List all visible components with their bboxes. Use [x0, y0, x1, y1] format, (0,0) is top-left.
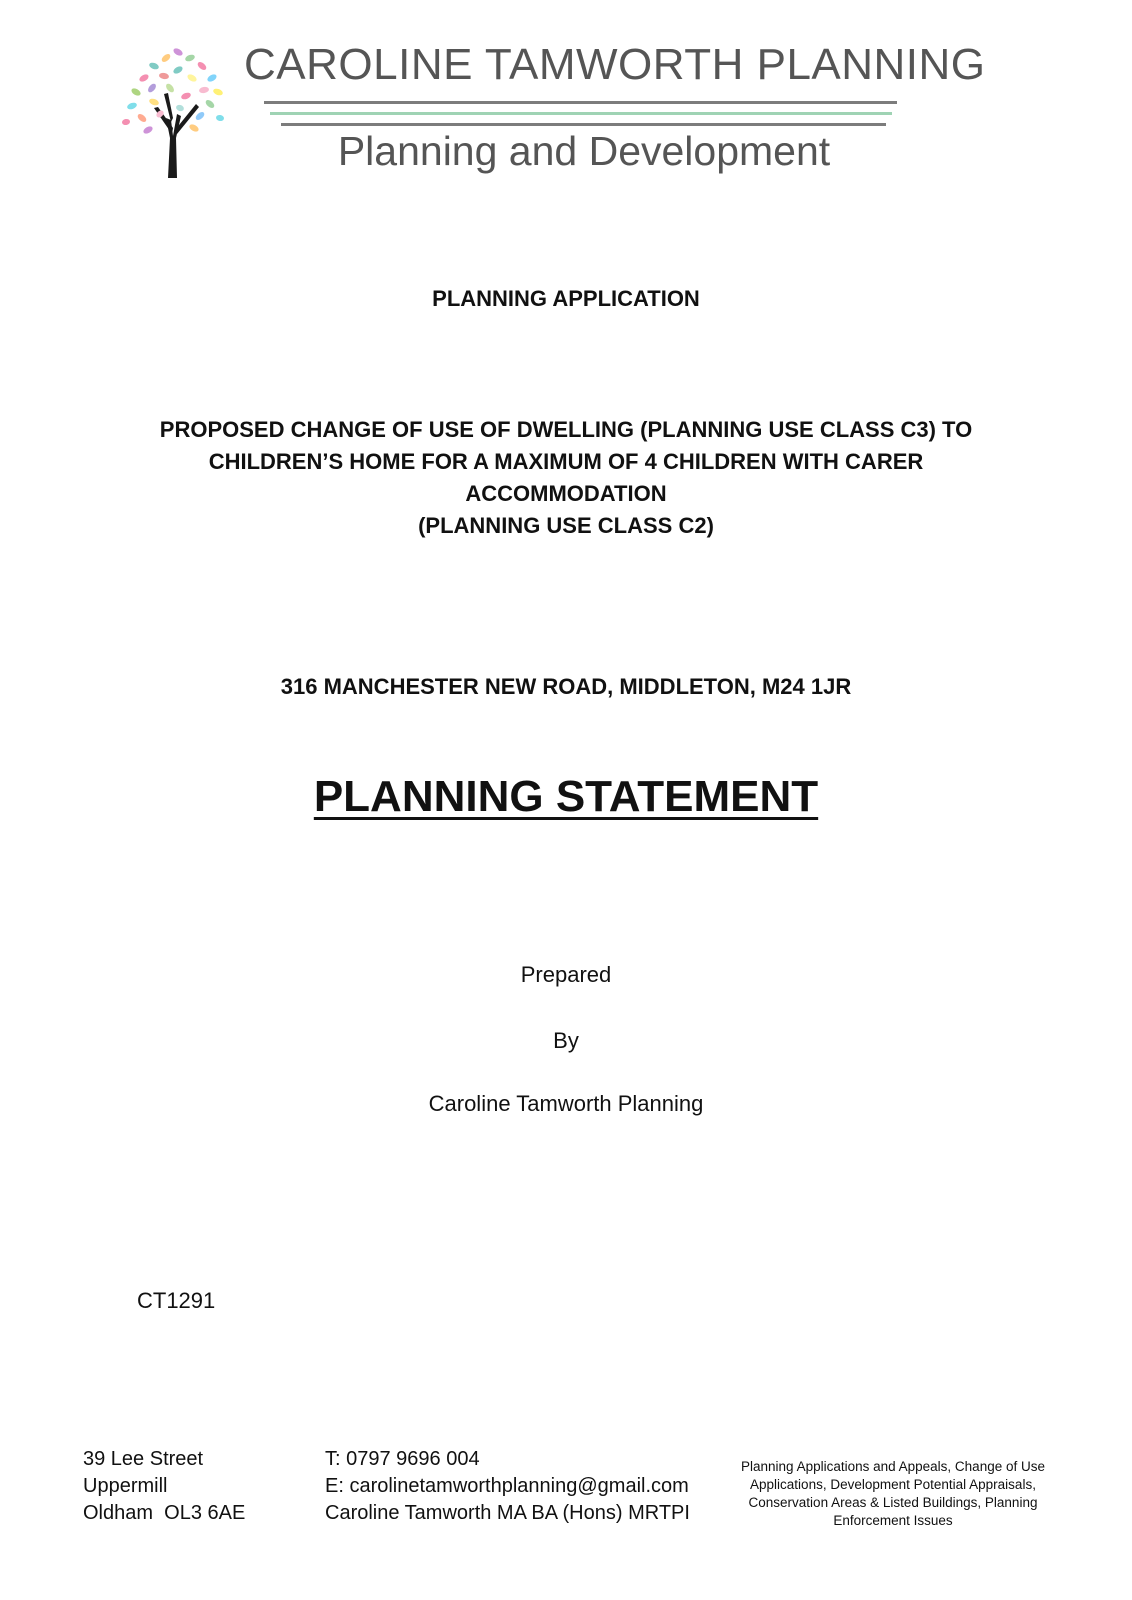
- document-type-heading: PLANNING APPLICATION: [432, 286, 700, 311]
- footer-contact: [325, 1446, 690, 1527]
- footer-services: [728, 1458, 1058, 1530]
- footer-address-line: Oldham OL3 6AE: [83, 1502, 246, 1524]
- by-label: By: [553, 1028, 579, 1053]
- proposal-description: [150, 414, 982, 542]
- header-rule-middle: [270, 112, 892, 115]
- footer-address-line: Uppermill: [83, 1475, 168, 1497]
- footer-services-line: Planning Applications and Appeals, Change of Use: [741, 1459, 1045, 1474]
- footer-email: E: carolinetamworthplanning@gmail.com: [325, 1475, 689, 1497]
- author-name: Caroline Tamworth Planning: [428, 1091, 704, 1116]
- header-rule-top: [264, 101, 897, 104]
- proposal-line: CHILDREN’S HOME FOR A MAXIMUM OF 4 CHILDREN WITH CARER: [208, 449, 924, 474]
- prepared-label: Prepared: [520, 962, 612, 987]
- proposal-line: ACCOMMODATION: [465, 481, 667, 506]
- footer-phone: T: 0797 9696 004: [325, 1448, 480, 1470]
- footer-services-line: Applications, Development Potential Appraisals,: [750, 1477, 1036, 1492]
- header-rule-bottom: [281, 123, 886, 126]
- company-name: CAROLINE TAMWORTH PLANNING: [244, 40, 986, 89]
- company-tagline: Planning and Development: [337, 128, 831, 174]
- proposal-line: (PLANNING USE CLASS C2): [418, 513, 714, 538]
- logo-tree-icon: [114, 38, 239, 178]
- document-reference: CT1291: [137, 1288, 216, 1313]
- footer-services-line: Conservation Areas & Listed Buildings, Planning: [748, 1495, 1038, 1510]
- footer-services-line: Enforcement Issues: [833, 1513, 953, 1528]
- document-title-text: PLANNING STATEMENT: [313, 772, 819, 821]
- footer-address: [83, 1446, 245, 1527]
- proposal-line: PROPOSED CHANGE OF USE OF DWELLING (PLANNING USE CLASS C3) TO: [159, 417, 973, 442]
- footer-credentials: Caroline Tamworth MA BA (Hons) MRTPI: [325, 1502, 690, 1524]
- site-address: 316 MANCHESTER NEW ROAD, MIDDLETON, M24 1JR: [280, 674, 852, 699]
- document-title: [0, 772, 1132, 822]
- footer-address-line: 39 Lee Street: [83, 1448, 204, 1470]
